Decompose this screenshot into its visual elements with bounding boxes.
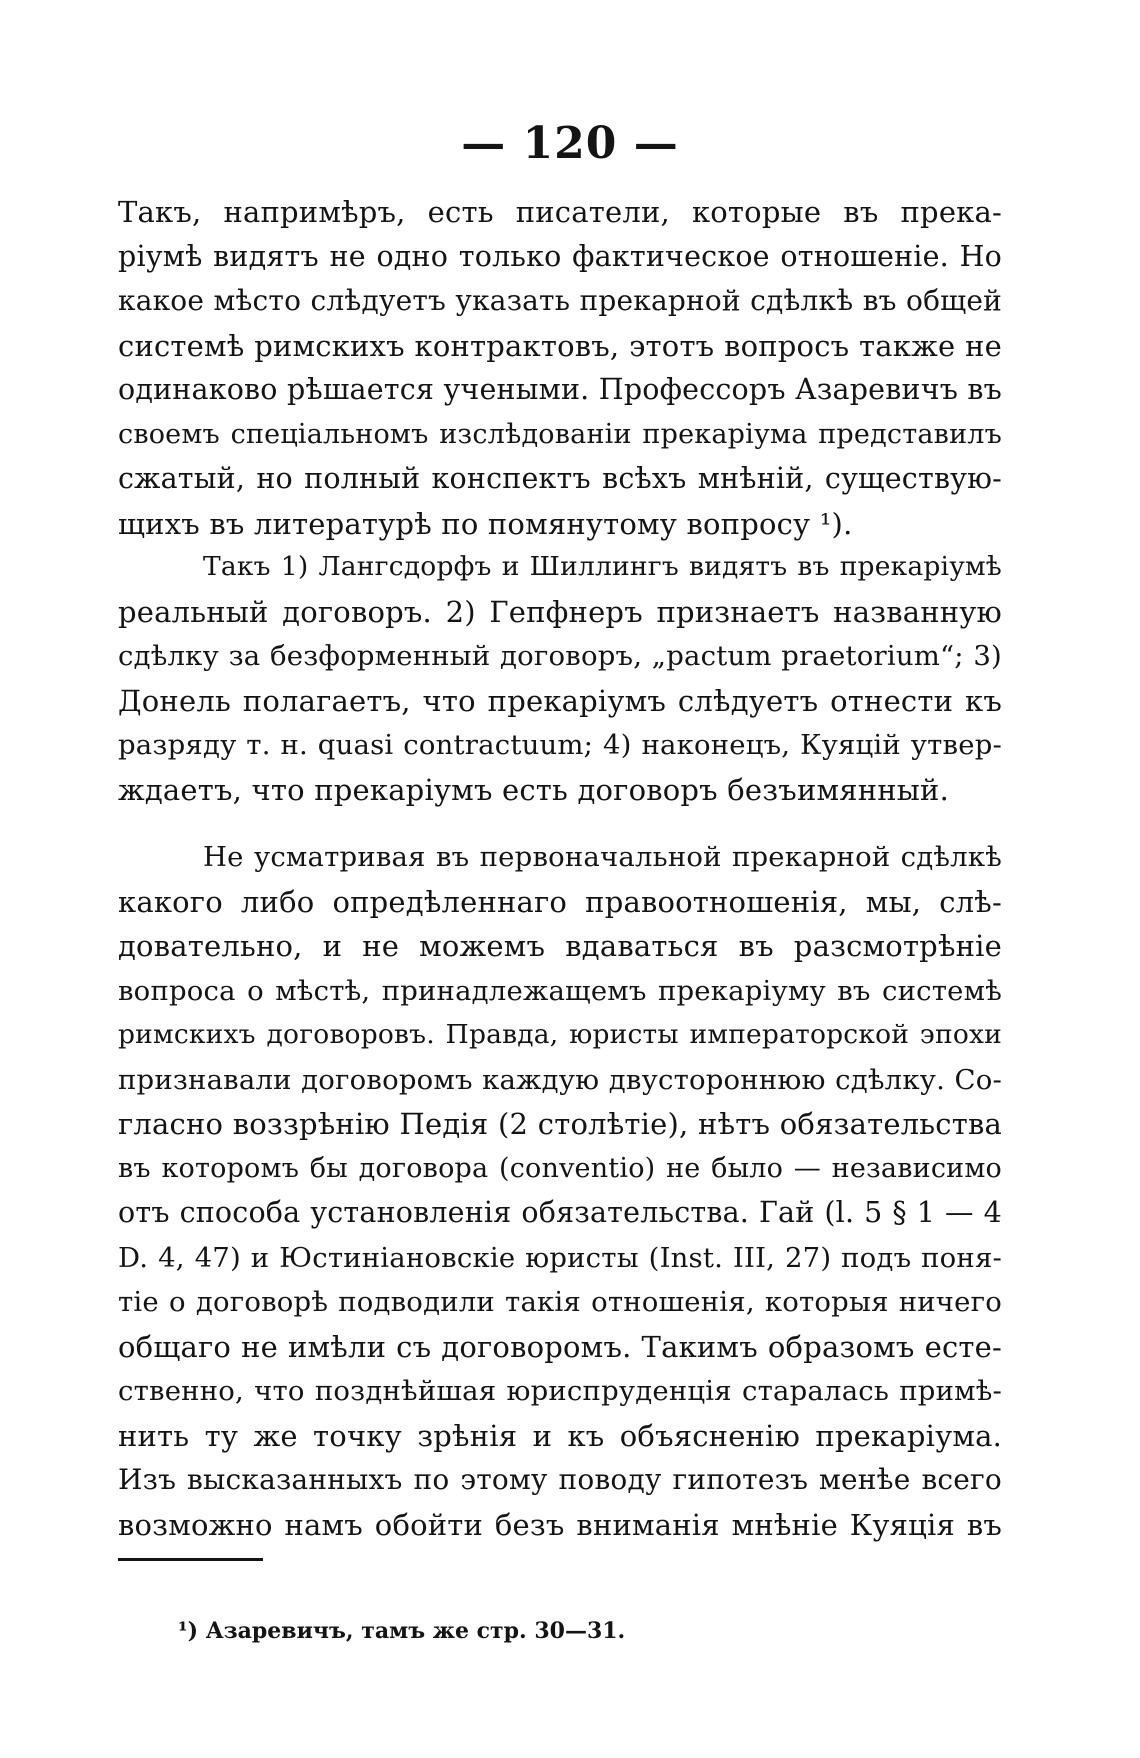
text-line: какого либо опредѣленнаго правоотношенія, мы, слѣ- (118, 884, 1002, 919)
text-line: возможно намъ обойти безъ вниманія мнѣніе Куяція въ (118, 1507, 1002, 1542)
paragraph-3 (118, 835, 1002, 1547)
text-line: въ которомъ бы договора (conventio) не было — независимо (118, 1152, 1002, 1184)
text-line: Изъ высказанныхъ по этому поводу гипотезъ менѣе всего (118, 1463, 1002, 1496)
text-line: одинаково рѣшается учеными. Профессоръ Азаревичъ въ (118, 373, 1002, 406)
text-line: римскихъ договоровъ. Правда, юристы императорской эпохи (118, 1019, 1002, 1050)
footnote-divider (118, 1558, 263, 1561)
text-line: реальный договоръ. 2) Гепфнеръ признаетъ названную (118, 594, 1002, 629)
text-line: нить ту же точку зрѣнія и къ объясненію прекаріума. (118, 1418, 1002, 1453)
text-line: D. 4, 47) и Юстиніановскіе юристы (Inst. III, 27) подъ поня- (118, 1241, 1002, 1274)
text-line: гласно воззрѣнію Педія (2 столѣтіе), нѣтъ обязательства (118, 1107, 1002, 1141)
text-line: отъ способа установленія обязательства. Гай (l. 5 § 1 — 4 (118, 1196, 1002, 1229)
text-line: какое мѣсто слѣдуетъ указать прекарной сдѣлкѣ въ общей (118, 284, 1002, 317)
text-line: общаго не имѣли съ договоромъ. Такимъ образомъ есте- (118, 1329, 1002, 1364)
text-line: вопроса о мѣстѣ, принадлежащемъ прекаріуму въ системѣ (118, 974, 1002, 1007)
paragraph-2 (118, 545, 1002, 812)
text-line: Донель полагаетъ, что прекаріумъ слѣдуетъ отнести къ (118, 683, 1002, 718)
text-line: сдѣлку за безформенный договоръ, „pactum praetorium“; 3) (118, 640, 1002, 672)
text-line: ріумѣ видятъ не одно только фактическое отношеніе. Но (118, 239, 1002, 273)
text-line: довательно, и не можемъ вдаваться въ разсмотрѣніе (118, 929, 1002, 963)
text-line: системѣ римскихъ контрактовъ, этотъ вопросъ также не (118, 328, 1002, 363)
text-line: ждаетъ, что прекаріумъ есть договоръ безъимянный. (118, 772, 950, 807)
text-line: тіе о договорѣ подводили такія отношенія, которыя ничего (118, 1286, 1002, 1318)
text-line: признавали договоромъ каждую двустороннюю сдѣлку. Со- (118, 1063, 1002, 1096)
text-line: разряду т. н. quasi contractuum; 4) наконецъ, Куяцій утвер- (118, 729, 1002, 761)
text-line: сжатый, но полный конспектъ всѣхъ мнѣній, существую- (118, 462, 1002, 495)
paragraph-1 (118, 190, 1002, 546)
text-line: Не усматривая въ первоначальной прекарной сдѣлкѣ (203, 841, 1002, 873)
page-number: — 120 — (461, 118, 679, 169)
text-line: Такъ, напримѣръ, есть писатели, которые въ прека- (118, 195, 1002, 229)
text-line: ственно, что позднѣйшая юриспруденція старалась примѣ- (118, 1375, 1002, 1407)
text-line: щихъ въ литературѣ по помянутому вопросу ¹). (118, 506, 853, 541)
text-line: своемъ спеціальномъ изслѣдованіи прекаріума представилъ (118, 418, 1002, 450)
footnote: ¹) Азаревичъ, тамъ же стр. 30—31. (178, 1618, 626, 1644)
text-line: Такъ 1) Лангсдорфъ и Шиллингъ видятъ въ прекаріумѣ (203, 551, 1002, 582)
